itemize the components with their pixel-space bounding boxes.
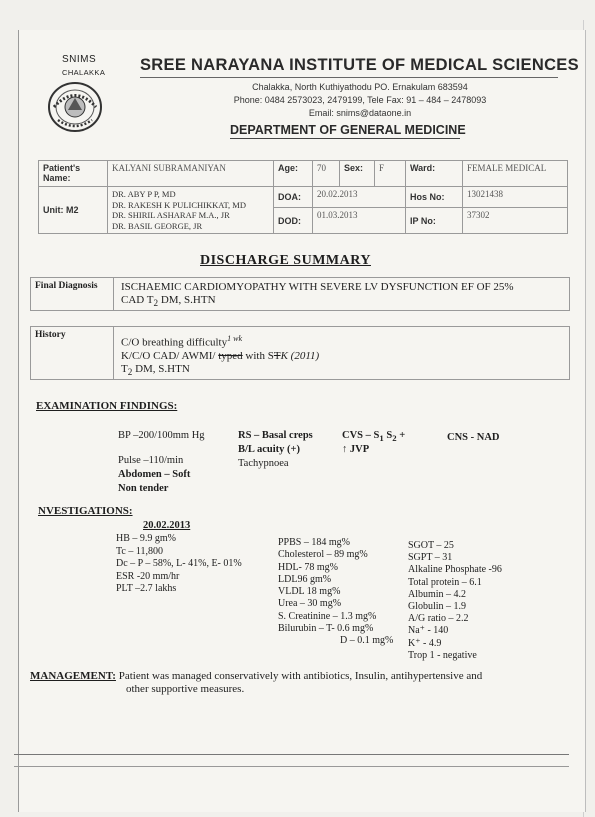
investigations-heading: NVESTIGATIONS:: [38, 505, 133, 517]
divider: [230, 138, 460, 139]
history-text-part: with S: [242, 349, 274, 362]
cvs-text: S: [383, 430, 393, 441]
handwritten-note: 1 wk: [227, 334, 243, 343]
final-diagnosis-box: [30, 277, 570, 311]
history-text-part: K/C/O CAD/ AWMI/: [121, 349, 219, 362]
management-line: other supportive measures.: [126, 683, 245, 695]
cvs-text: CVS – S: [342, 430, 380, 441]
address-block: [210, 81, 510, 120]
exam-nontender: Non tender: [118, 483, 169, 494]
patient-name: KALYANI SUBRAMANIYAN: [108, 161, 274, 187]
divider: [140, 77, 558, 78]
document-title: DISCHARGE SUMMARY: [200, 253, 371, 268]
sex-value: F: [375, 161, 406, 187]
department-title: DEPARTMENT OF GENERAL MEDICINE: [230, 123, 466, 137]
lab-result: Globulin – 1.9: [408, 601, 467, 613]
history-box: [30, 326, 570, 380]
address-line: Chalakka, North Kuthiyathodu PO. Ernakulam 683594: [252, 82, 468, 92]
examination-heading: EXAMINATION FINDINGS:: [36, 400, 178, 412]
org-short: SNIMS: [62, 54, 97, 65]
cvs-subscript: 1: [379, 433, 384, 444]
lab-result: PPBS – 184 mg%: [278, 537, 350, 548]
lab-result: K⁺ - 4.9: [408, 637, 442, 649]
ward-value: FEMALE MEDICAL: [463, 161, 568, 187]
exam-cvs: [342, 430, 405, 443]
diagnosis-subscript: 2: [153, 298, 159, 309]
dod-value: 01.03.2013: [313, 208, 406, 234]
lab-result: ESR -20 mm/hr: [116, 570, 180, 582]
exam-rs: RS – Basal creps: [238, 430, 313, 441]
unit-label: Unit: M2: [39, 187, 108, 234]
final-diagnosis-label: Final Diagnosis: [35, 281, 98, 291]
investigations-col-3: [408, 540, 502, 662]
lab-result: A/G ratio – 2.2: [408, 613, 469, 625]
final-diagnosis-text: [121, 281, 514, 310]
divider: [113, 278, 114, 310]
divider: [113, 327, 114, 379]
exam-abdomen: Abdomen – Soft: [118, 469, 191, 480]
exam-cns: CNS - NAD: [447, 432, 500, 443]
doctor-name: DR. BASIL GEORGE, JR: [112, 220, 203, 231]
lab-result: Na⁺ - 140: [408, 625, 449, 637]
lab-result: D – 0.1 mg%: [340, 635, 394, 647]
lab-result: Urea – 30 mg%: [278, 598, 342, 610]
lab-result: HB – 9.9 gm%: [116, 533, 176, 544]
history-text-part: DM, S.HTN: [132, 362, 190, 375]
org-place: CHALAKKA: [62, 68, 106, 77]
divider: [14, 766, 569, 767]
doctor-name: DR. ABY P P, MD: [112, 189, 176, 199]
history-text-part: C/O breathing difficulty: [121, 336, 228, 349]
history-subscript: 2: [127, 366, 133, 377]
history-line: [121, 332, 319, 350]
exam-jvp: ↑ JVP: [342, 444, 370, 455]
ip-value: 37302: [463, 208, 568, 234]
diagnosis-text: DM, S.HTN: [158, 294, 216, 306]
history-line: [121, 363, 319, 379]
phone-line: Phone: 0484 2573023, 2479199, Tele Fax: 91 – 484 – 2478093: [233, 95, 487, 105]
exam-bl-acuity: B/L acuity (+): [238, 444, 300, 455]
investigations-date: 20.02.2013: [143, 520, 191, 531]
hos-label: Hos No:: [406, 187, 463, 208]
cvs-subscript: 2: [392, 433, 397, 444]
divider: [14, 754, 569, 755]
history-text: [121, 332, 319, 379]
management-line: [30, 670, 550, 683]
ip-label: IP No:: [406, 208, 463, 234]
doctor-name: DR. SHIRIL ASHARAF M.A., JR: [112, 210, 230, 220]
lab-result: SGOT – 25: [408, 540, 454, 551]
history-line: K/C/O CAD/ AWMI/ typed with STK (2011): [121, 349, 320, 362]
cvs-text: +: [396, 430, 406, 441]
management-text: Patient was managed conservatively with antibiotics, Insulin, antihypertensive and: [115, 670, 483, 682]
institute-name: SREE NARAYANA INSTITUTE OF MEDICAL SCIENCES: [140, 56, 579, 74]
exam-pulse: Pulse –110/min: [118, 455, 184, 466]
diagnosis-line: ISCHAEMIC CARDIOMYOPATHY WITH SEVERE LV DYSFUNCTION EF OF 25%: [121, 281, 514, 293]
lab-result: PLT –2.7 lakhs: [116, 583, 177, 594]
lab-result: Bilurubin – T- 0.6 mg%: [278, 623, 374, 635]
investigations-col-1: [116, 533, 242, 596]
doa-label: DOA:: [274, 187, 313, 208]
lab-result: HDL- 78 mg%: [278, 561, 338, 573]
email-line: Email: snims@dataone.in: [308, 108, 412, 118]
lab-result: LDL96 gm%: [278, 573, 332, 585]
dod-label: DOD:: [274, 208, 313, 234]
lab-result: Alkaline Phosphate -96: [408, 564, 502, 576]
lab-result: Tc – 11,800: [116, 545, 163, 557]
lab-result: SGPT – 31: [408, 552, 453, 564]
lab-result: Cholesterol – 89 mg%: [278, 549, 368, 561]
lab-result: VLDL 18 mg%: [278, 586, 341, 598]
doctor-name: DR. RAKESH K PULICHIKKAT, MD: [112, 199, 246, 210]
institute-seal-icon: [44, 80, 106, 134]
history-label: History: [35, 330, 66, 340]
lab-result: Trop 1 - negative: [408, 649, 477, 661]
doa-value: 20.02.2013: [313, 187, 406, 208]
management-label: MANAGEMENT:: [30, 670, 116, 682]
exam-tachypnoea: Tachypnoea: [238, 458, 289, 469]
age-value: 70: [313, 161, 340, 187]
lab-result: Dc – P – 58%, L- 41%, E- 01%: [116, 558, 242, 569]
exam-bp: BP –200/100mm Hg: [118, 430, 205, 441]
diagnosis-line: [121, 294, 514, 310]
lab-result: Albumin – 4.2: [408, 588, 467, 600]
management-section: [30, 670, 550, 696]
diagnosis-text: CAD T: [121, 294, 154, 306]
history-text-part: T: [121, 362, 128, 375]
patient-name-label: Patient's Name:: [39, 161, 108, 187]
handwritten-note: K (2011): [280, 349, 320, 362]
doctor-list: [108, 187, 274, 234]
patient-info-table: [38, 160, 568, 234]
struck-text: typed: [218, 349, 243, 362]
lab-result: S. Creatinine – 1.3 mg%: [278, 610, 377, 622]
ward-label: Ward:: [406, 161, 463, 187]
lab-result: Total protein – 6.1: [408, 576, 482, 588]
hos-value: 13021438: [463, 187, 568, 208]
investigations-col-2: [278, 537, 393, 648]
age-label: Age:: [274, 161, 313, 187]
sex-label: Sex:: [340, 161, 375, 187]
